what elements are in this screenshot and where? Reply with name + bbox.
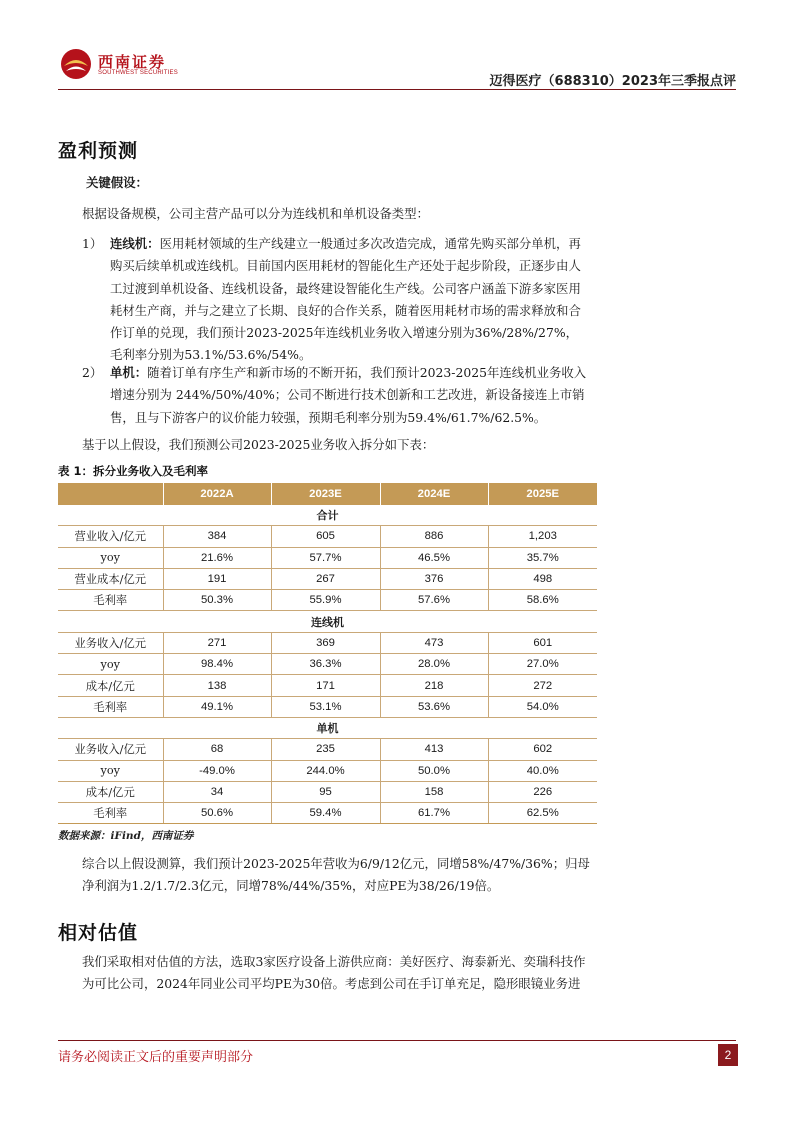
table-header-cell: 2025E (488, 483, 597, 505)
table-cell: 191 (163, 568, 271, 589)
list-item-label: 连线机： (110, 236, 160, 251)
revenue-breakdown-table (58, 483, 597, 824)
table-cell: 53.6% (380, 696, 488, 717)
table-cell: 55.9% (271, 590, 380, 611)
footer-disclaimer: 请务必阅读正文后的重要声明部分 (58, 1050, 254, 1065)
header-divider (58, 89, 736, 90)
list-item-label: 单机： (110, 365, 148, 380)
section-title-earnings-forecast: 盈利预测 (58, 140, 139, 162)
table-row-label: 业务收入/亿元 (58, 739, 163, 760)
table-cell: 218 (380, 675, 488, 696)
logo-emblem-icon (58, 46, 94, 82)
table-row-label: 营业成本/亿元 (58, 568, 163, 589)
table-source: 数据来源：iFind，西南证券 (58, 830, 194, 842)
report-title: 迈得医疗（688310）2023年三季报点评 (489, 74, 736, 89)
table-row (58, 781, 597, 802)
table-cell: 57.6% (380, 590, 488, 611)
table-row-label: 业务收入/亿元 (58, 632, 163, 653)
table-cell: 271 (163, 632, 271, 653)
table-cell: 1,203 (488, 526, 597, 547)
table-cell: 57.7% (271, 547, 380, 568)
table-cell: 54.0% (488, 696, 597, 717)
table-row (58, 675, 597, 696)
table-row-label: 成本/亿元 (58, 781, 163, 802)
table-cell: 369 (271, 632, 380, 653)
table-row (58, 568, 597, 589)
table-cell: 59.4% (271, 803, 380, 824)
table-cell: 61.7% (380, 803, 488, 824)
table-cell: 53.1% (271, 696, 380, 717)
table-cell: 171 (271, 675, 380, 696)
table-cell: 376 (380, 568, 488, 589)
table-cell: 62.5% (488, 803, 597, 824)
list-item-single-machine (82, 362, 590, 429)
logo-name-cn: 西南证券 (98, 53, 167, 71)
table-cell: 50.3% (163, 590, 271, 611)
table-row (58, 590, 597, 611)
table-caption: 表 1：拆分业务收入及毛利率 (58, 464, 209, 478)
table-row-label: yoy (58, 547, 163, 568)
table-cell: 50.6% (163, 803, 271, 824)
table-header-cell: 2023E (271, 483, 380, 505)
table-cell: -49.0% (163, 760, 271, 781)
table-row-label: yoy (58, 760, 163, 781)
table-row-label: 营业收入/亿元 (58, 526, 163, 547)
table-cell: 49.1% (163, 696, 271, 717)
table-cell: 602 (488, 739, 597, 760)
list-item-text: 随着订单有序生产和新市场的不断开拓，我们预计2023-2025年连线机业务收入增速分别为 244%/50%/40%；公司不断进行技术创新和工艺改进，新设备接连上市销售，且与下游客户的议价能力较强，预期毛利率分别为59.4%/61.7%/62.5%。 (110, 365, 587, 425)
logo-name-en: SOUTHWEST SECURITIES (98, 70, 178, 76)
table-intro: 基于以上假设，我们预测公司2023-2025业务收入拆分如下表： (82, 437, 435, 452)
table-section-title: 单机 (58, 717, 597, 738)
table-row (58, 803, 597, 824)
table-row (58, 739, 597, 760)
table-cell: 58.6% (488, 590, 597, 611)
table-row (58, 760, 597, 781)
table-cell: 226 (488, 781, 597, 802)
table-cell: 40.0% (488, 760, 597, 781)
table-header-row (58, 483, 597, 505)
table-cell: 244.0% (271, 760, 380, 781)
list-item-text: 医用耗材领域的生产线建立一般通过多次改造完成，通常先购买部分单机，再购买后续单机或连线机。目前国内医用耗材的智能化生产还处于起步阶段，正逐步由人工过渡到单机设备、连线机设备，最终建设智能化生产线。公司客户涵盖下游多家医用耗材生产商，并与之建立了长期、良好的合作关系，随着医用耗材市场的需求释放和合作订单的兑现，我们预计2023-2025年连线机业务收入增速分别为36%/28%/27%，毛利率分别为53.1%/53.6%/54%。 (110, 236, 581, 363)
table-section-row (58, 505, 597, 526)
table-row-label: 毛利率 (58, 803, 163, 824)
table-section-title: 合计 (58, 505, 597, 526)
table-cell: 28.0% (380, 654, 488, 675)
table-cell: 267 (271, 568, 380, 589)
forecast-summary-text: 综合以上假设测算，我们预计2023-2025年营收为6/9/12亿元，同增58%/47%/36%；归母净利润为1.2/1.7/2.3亿元，同增78%/44%/35%，对应PE为38/26/19倍。 (82, 856, 590, 893)
table-cell: 27.0% (488, 654, 597, 675)
table-row-label: yoy (58, 654, 163, 675)
table-cell: 21.6% (163, 547, 271, 568)
table-row (58, 526, 597, 547)
table-section-row (58, 717, 597, 738)
table-cell: 36.3% (271, 654, 380, 675)
list-item-number: 2） (82, 365, 103, 380)
table-cell: 158 (380, 781, 488, 802)
table-cell: 138 (163, 675, 271, 696)
table-cell: 68 (163, 739, 271, 760)
table-cell: 95 (271, 781, 380, 802)
table-cell: 272 (488, 675, 597, 696)
forecast-summary (82, 853, 594, 897)
table-section-row (58, 611, 597, 632)
table-cell: 601 (488, 632, 597, 653)
table-row (58, 696, 597, 717)
table-cell: 605 (271, 526, 380, 547)
table-cell: 35.7% (488, 547, 597, 568)
footer-divider (58, 1040, 736, 1041)
table-cell: 413 (380, 739, 488, 760)
table-cell: 34 (163, 781, 271, 802)
section-title-relative-valuation: 相对估值 (58, 922, 139, 944)
table-cell: 46.5% (380, 547, 488, 568)
table-cell: 235 (271, 739, 380, 760)
table-header-cell (58, 483, 163, 505)
table-cell: 498 (488, 568, 597, 589)
table-header-cell: 2022A (163, 483, 271, 505)
table-row (58, 632, 597, 653)
table-cell: 384 (163, 526, 271, 547)
table-cell: 50.0% (380, 760, 488, 781)
table-row (58, 654, 597, 675)
page-number: 2 (718, 1044, 738, 1066)
assumptions-label (86, 172, 594, 194)
list-item-number: 1） (82, 236, 103, 251)
table-section-title: 连线机 (58, 611, 597, 632)
table-cell: 886 (380, 526, 488, 547)
table-row-label: 毛利率 (58, 696, 163, 717)
table-row (58, 547, 597, 568)
assumptions-intro: 根据设备规模，公司主营产品可以分为连线机和单机设备类型： (82, 206, 429, 221)
table-row-label: 成本/亿元 (58, 675, 163, 696)
list-item-inline-machine (82, 233, 590, 367)
table-header-cell: 2024E (380, 483, 488, 505)
table-cell: 473 (380, 632, 488, 653)
table-row-label: 毛利率 (58, 590, 163, 611)
assumptions-label-text: 关键假设： (86, 175, 148, 190)
relative-valuation-text: 我们采取相对估值的方法，选取3家医疗设备上游供应商：美好医疗、海泰新光、奕瑞科技作为可比公司，2024年同业公司平均PE为30倍。考虑到公司在手订单充足，隐形眼镜业务进 (82, 954, 586, 991)
table-cell: 98.4% (163, 654, 271, 675)
